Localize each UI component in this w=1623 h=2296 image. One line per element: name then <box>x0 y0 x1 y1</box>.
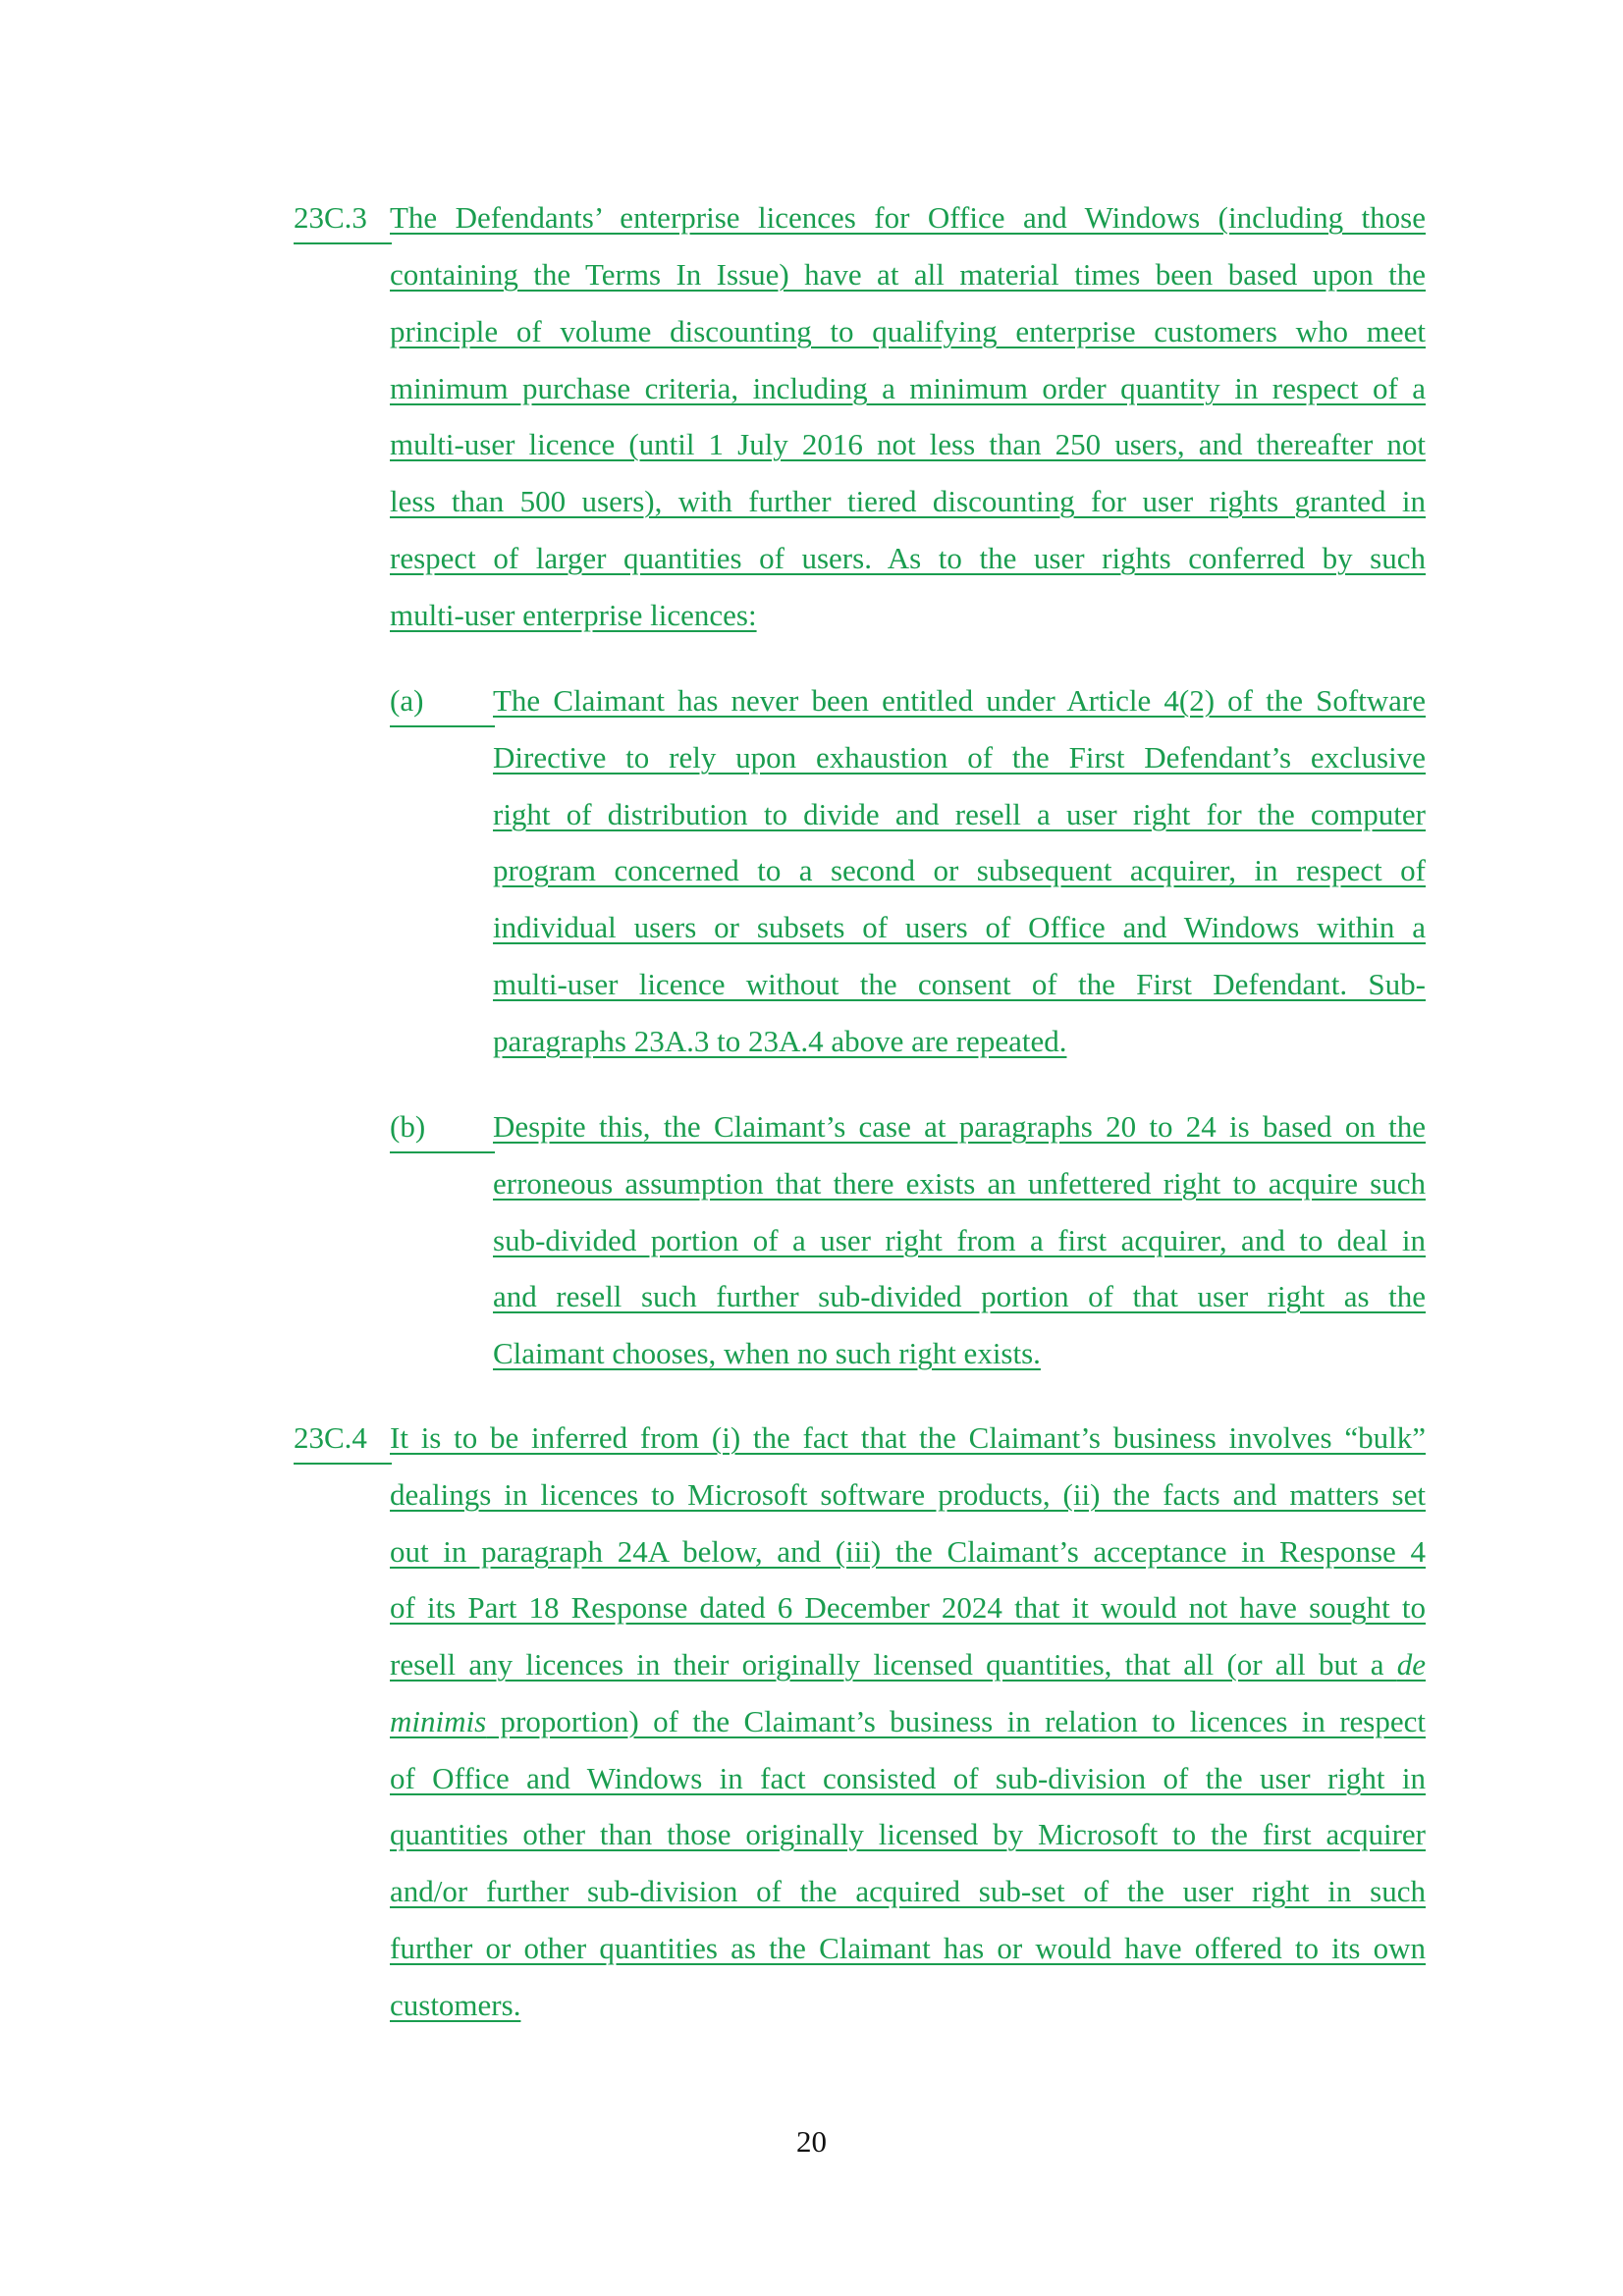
underline-gap <box>294 1463 392 1465</box>
page-number: 20 <box>796 2124 827 2159</box>
subparagraph-label: (b) <box>390 1109 426 1144</box>
paragraph-line <box>390 1645 1426 1684</box>
subparagraph-line: sub-divided portion of a user right from a first acquirer, and to deal in <box>493 1223 1426 1257</box>
paragraph-line: minimum purchase criteria, including a minimum order quantity in respect of a <box>390 371 1426 405</box>
subparagraph-line: right of distribution to divide and resell a user right for the computer <box>493 797 1426 831</box>
paragraph-number: 23C.3 <box>294 200 367 235</box>
subparagraph-line: individual users or subsets of users of Office and Windows within a <box>493 910 1426 944</box>
paragraph-line: quantities other than those originally licensed by Microsoft to the first acquirer <box>390 1817 1426 1851</box>
paragraph-line: of its Part 18 Response dated 6 December 2024 that it would not have sought to <box>390 1590 1426 1625</box>
subparagraph-line: Directive to rely upon exhaustion of the First Defendant’s exclusive <box>493 740 1426 774</box>
underline-gap <box>390 725 495 727</box>
paragraph-line: containing the Terms In Issue) have at all material times been based upon the <box>390 257 1426 292</box>
paragraph-line: customers. <box>390 1988 521 2022</box>
subparagraph-line: and resell such further sub-divided portion of that user right as the <box>493 1279 1426 1313</box>
paragraph-line: of Office and Windows in fact consisted of sub-division of the user right in <box>390 1761 1426 1795</box>
subparagraph-line: multi-user licence without the consent of the First Defendant. Sub- <box>493 967 1426 1001</box>
paragraph-number: 23C.4 <box>294 1420 367 1455</box>
subparagraph-line: erroneous assumption that there exists an unfettered right to acquire such <box>493 1166 1426 1201</box>
subparagraph-label: (a) <box>390 683 424 718</box>
subparagraph-line: The Claimant has never been entitled under Article 4(2) of the Software <box>493 683 1426 718</box>
paragraph-line <box>390 1702 1426 1741</box>
paragraph-line: out in paragraph 24A below, and (iii) the Claimant’s acceptance in Response 4 <box>390 1534 1426 1569</box>
paragraph-line: dealings in licences to Microsoft software products, (ii) the facts and matters set <box>390 1477 1426 1512</box>
underline-gap <box>390 1151 495 1153</box>
paragraph-line: principle of volume discounting to qualifying enterprise customers who meet <box>390 314 1426 348</box>
subparagraph-line: Despite this, the Claimant’s case at paragraphs 20 to 24 is based on the <box>493 1109 1426 1144</box>
subparagraph-line: program concerned to a second or subsequent acquirer, in respect of <box>493 853 1426 887</box>
paragraph-line: respect of larger quantities of users. As to the user rights conferred by such <box>390 541 1426 575</box>
line-text: proportion) of the Claimant’s business in relation to licences in respect <box>486 1704 1426 1738</box>
italic-term: minimis <box>390 1704 487 1738</box>
line-text: resell any licences in their originally licensed quantities, that all (or all but a <box>390 1647 1397 1682</box>
subparagraph-line: Claimant chooses, when no such right exists. <box>493 1336 1041 1370</box>
paragraph-line: It is to be inferred from (i) the fact that the Claimant’s business involves “bulk” <box>390 1420 1426 1455</box>
paragraph-line: further or other quantities as the Claimant has or would have offered to its own <box>390 1931 1426 1965</box>
underline-gap <box>294 242 392 244</box>
paragraph-line: multi-user enterprise licences: <box>390 598 757 632</box>
subparagraph-line: paragraphs 23A.3 to 23A.4 above are repeated. <box>493 1024 1067 1058</box>
paragraph-line: multi-user licence (until 1 July 2016 not less than 250 users, and thereafter not <box>390 427 1426 461</box>
italic-term: de <box>1396 1647 1426 1682</box>
paragraph-line: less than 500 users), with further tiered discounting for user rights granted in <box>390 484 1426 518</box>
paragraph-line: The Defendants’ enterprise licences for Office and Windows (including those <box>390 200 1426 235</box>
paragraph-line: and/or further sub-division of the acquired sub-set of the user right in such <box>390 1874 1426 1908</box>
